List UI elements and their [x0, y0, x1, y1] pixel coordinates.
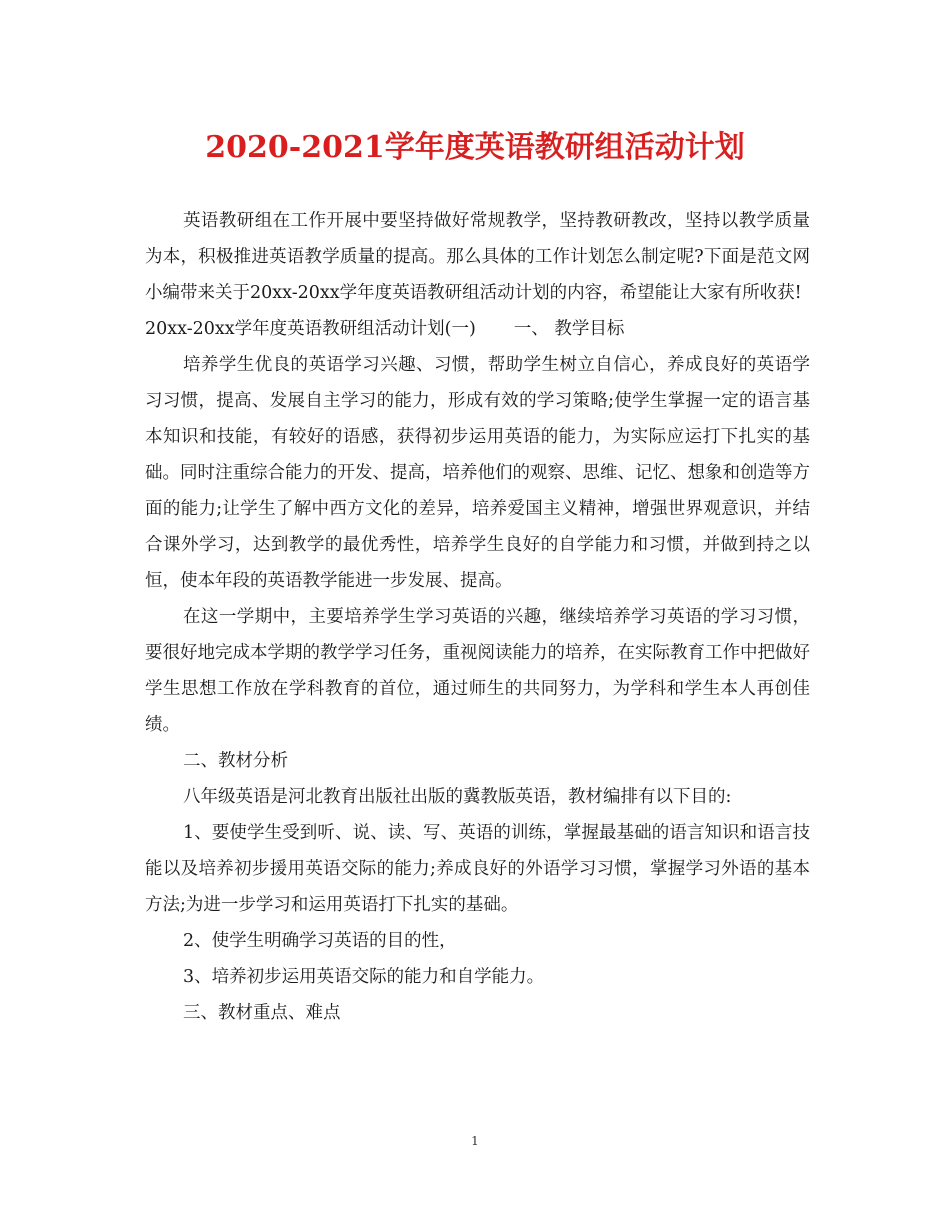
- list-item-3: 3、培养初步运用英语交际的能力和自学能力。: [183, 967, 545, 987]
- document-body: [145, 203, 810, 1031]
- goals-paragraph: 培养学生优良的英语学习兴趣、习惯，帮助学生树立自信心，养成良好的英语学习习惯，提高、发展自主学习的能力，形成有效的学习策略;使学生掌握一定的语言基本知识和技能，有较好的语感，获得初步运用英语的能力，为实际应运打下扎实的基础。同时注重综合能力的开发、提高，培养他们的观察、思维、记忆、想象和创造等方面的能力;让学生了解中西方文化的差异，培养爱国主义精神，增强世界观意识，并结合课外学习，达到教学的最优秀性，培养学生良好的自学能力和习惯，并做到持之以恒，使本年段的英语教学能进一步发展、提高。: [145, 355, 810, 591]
- intro-paragraph: 英语教研组在工作开展中要坚持做好常规教学，坚持教研教改，坚持以教学质量为本，积极推进英语教学质量的提高。那么具体的工作计划怎么制定呢?下面是范文网小编带来关于20xx-20xx学年度英语教研组活动计划的内容，希望能让大家有所收获!: [145, 211, 810, 303]
- document-title: 2020-2021学年度英语教研组活动计划: [205, 130, 745, 165]
- heading-gap: [476, 311, 514, 347]
- list-item-1: 1、要使学生受到听、说、读、写、英语的训练，掌握最基础的语言知识和语言技能以及培养初步援用英语交际的能力;养成良好的外语学习习惯，掌握学习外语的基本方法;为进一步学习和运用英语打下扎实的基础。: [145, 823, 810, 915]
- page-number: 1: [471, 1134, 479, 1148]
- list-item-2: 2、使学生明确学习英语的目的性，: [183, 931, 457, 951]
- section3-heading: 三、教材重点、难点: [183, 1003, 341, 1023]
- plan-label: 20xx-20xx学年度英语教研组活动计划(一): [145, 319, 476, 339]
- section2-heading: 二、教材分析: [183, 751, 288, 771]
- textbook-paragraph: 八年级英语是河北教育出版社出版的冀教版英语，教材编排有以下目的:: [183, 787, 732, 807]
- plan-heading-line: [145, 311, 810, 347]
- semester-paragraph: 在这一学期中，主要培养学生学习英语的兴趣，继续培养学习英语的学习习惯，要很好地完成本学期的教学学习任务，重视阅读能力的培养，在实际教育工作中把做好学生思想工作放在学科教育的首位，通过师生的共同努力，为学科和学生本人再创佳绩。: [145, 607, 810, 735]
- section1-heading: 一、 教学目标: [513, 319, 625, 339]
